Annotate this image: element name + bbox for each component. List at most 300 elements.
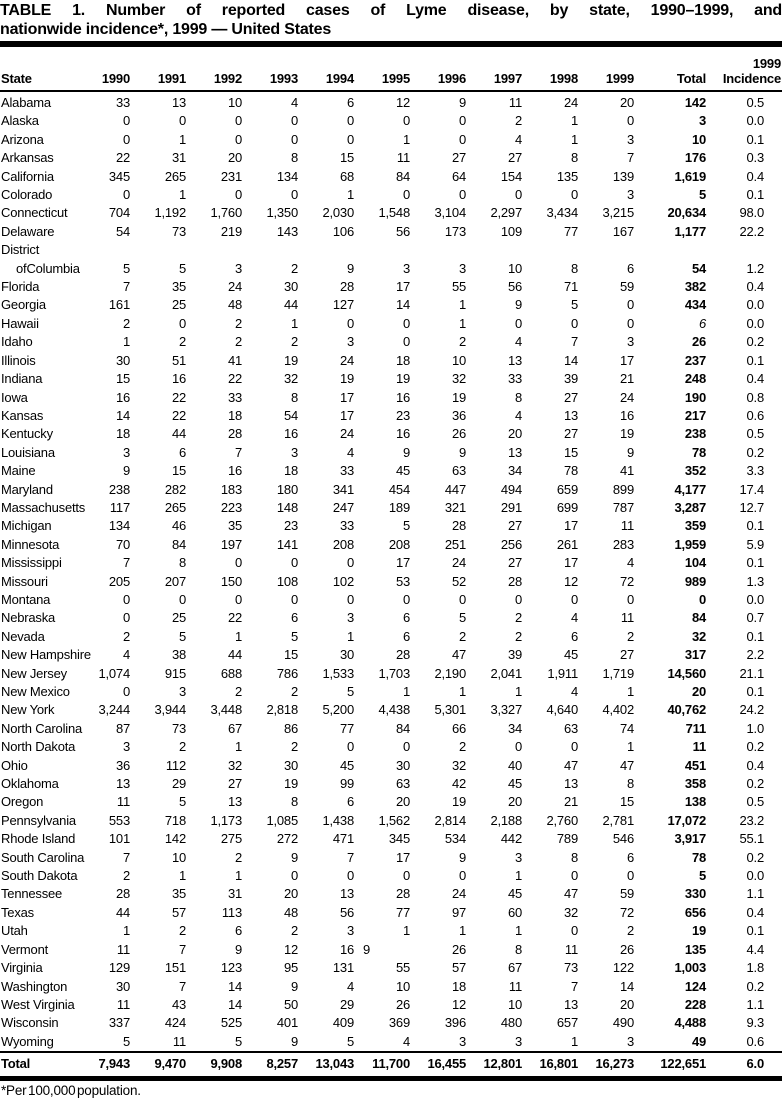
case-count: 30 xyxy=(115,352,130,368)
case-count: 14 xyxy=(395,297,410,313)
case-count: 36 xyxy=(451,407,466,423)
case-count: 45 xyxy=(395,463,410,479)
case-count: 22 xyxy=(171,389,186,405)
case-count: 77 xyxy=(395,904,410,920)
total-1997: 12,801 xyxy=(466,1052,522,1076)
table-row xyxy=(0,536,782,554)
case-count: 5 xyxy=(402,518,410,534)
case-count: 32 xyxy=(451,757,466,773)
case-count: 20 xyxy=(227,150,242,166)
case-count: 3 xyxy=(346,923,354,939)
case-count: 2 xyxy=(514,610,522,626)
case-count: 53 xyxy=(395,573,410,589)
case-count: 2 xyxy=(178,923,186,939)
case-count: 1 xyxy=(514,923,522,939)
case-count: 2 xyxy=(178,739,186,755)
state-name: Nebraska xyxy=(1,610,56,626)
state-name: Colorado xyxy=(1,187,53,203)
state-total: 10 xyxy=(691,131,706,147)
case-count: 1 xyxy=(570,113,578,129)
case-count: 1 xyxy=(234,868,242,884)
case-count: 480 xyxy=(500,1015,522,1031)
case-count: 23 xyxy=(395,407,410,423)
case-count: 30 xyxy=(283,757,298,773)
case-count: 22 xyxy=(171,407,186,423)
case-count: 131 xyxy=(332,960,354,976)
case-count: 19 xyxy=(451,794,466,810)
case-count: 25 xyxy=(171,297,186,313)
case-count: 4 xyxy=(626,555,634,571)
case-count: 21 xyxy=(619,371,634,387)
case-count: 0 xyxy=(626,868,634,884)
case-count: 4 xyxy=(346,444,354,460)
case-count: 14 xyxy=(227,978,242,994)
case-count: 24 xyxy=(227,279,242,295)
case-count: 39 xyxy=(563,371,578,387)
case-count: 5 xyxy=(346,684,354,699)
case-count: 1,085 xyxy=(266,812,298,828)
case-count: 46 xyxy=(171,518,186,534)
case-count: 8 xyxy=(290,150,298,166)
case-count: 3 xyxy=(290,444,298,460)
table-row xyxy=(0,315,782,333)
case-count: 5 xyxy=(346,1033,354,1049)
state-total: 84 xyxy=(691,610,706,626)
case-count: 5 xyxy=(458,610,466,626)
case-count: 4 xyxy=(570,684,578,699)
table-row xyxy=(0,204,782,222)
case-count: 454 xyxy=(388,481,410,497)
state-incidence: 3.3 xyxy=(746,463,764,479)
table-row xyxy=(0,278,782,296)
case-count: 0 xyxy=(514,315,522,331)
case-count: 2 xyxy=(122,628,130,644)
table-row xyxy=(0,333,782,351)
case-count: 1,074 xyxy=(98,665,130,681)
case-count: 0 xyxy=(402,591,410,607)
state-name: Maine xyxy=(1,463,36,479)
table-row xyxy=(0,168,782,186)
case-count: 1 xyxy=(458,684,466,699)
state-total: 6 xyxy=(698,315,706,331)
state-total: 190 xyxy=(684,389,706,405)
case-count: 1 xyxy=(346,628,354,644)
table-header xyxy=(0,47,782,91)
case-count: 15 xyxy=(563,444,578,460)
case-count: 106 xyxy=(332,223,354,239)
table-row xyxy=(0,757,782,775)
state-name: Rhode Island xyxy=(1,831,76,847)
case-count: 19 xyxy=(619,426,634,442)
table-title xyxy=(0,0,782,39)
case-count: 223 xyxy=(220,499,242,515)
state-total: 135 xyxy=(684,941,706,957)
case-count: 28 xyxy=(507,573,522,589)
state-total: 14,560 xyxy=(667,665,706,681)
case-count: 67 xyxy=(507,960,522,976)
case-count: 8 xyxy=(514,389,522,405)
case-count: 0 xyxy=(346,739,354,755)
case-count: 7 xyxy=(122,279,130,295)
state-name: Idaho xyxy=(1,334,33,350)
case-count: 6 xyxy=(290,610,298,626)
case-count: 7 xyxy=(122,555,130,571)
state-incidence: 22.2 xyxy=(739,223,764,239)
state-name: Ohio xyxy=(1,757,28,773)
case-count: 659 xyxy=(556,481,578,497)
table-row xyxy=(0,112,782,130)
case-count: 148 xyxy=(276,499,298,515)
case-count: 2 xyxy=(234,334,242,350)
case-count: 23 xyxy=(283,518,298,534)
case-count: 66 xyxy=(451,720,466,736)
case-count: 0 xyxy=(290,591,298,607)
case-count: 78 xyxy=(563,463,578,479)
case-count: 13 xyxy=(227,794,242,810)
case-count: 424 xyxy=(164,1015,186,1031)
case-count: 0 xyxy=(178,591,186,607)
case-count: 1,719 xyxy=(602,665,634,681)
case-count: 134 xyxy=(108,518,130,534)
state-incidence: 0.2 xyxy=(746,776,764,792)
case-count: 17 xyxy=(339,389,354,405)
case-count: 7 xyxy=(570,978,578,994)
case-count: 272 xyxy=(276,831,298,847)
case-count: 11 xyxy=(620,610,634,626)
case-count: 9 xyxy=(290,849,298,865)
case-count: 409 xyxy=(332,1015,354,1031)
case-count: 1 xyxy=(458,315,466,331)
case-count: 143 xyxy=(276,223,298,239)
table-row xyxy=(0,830,782,848)
case-count: 2 xyxy=(290,684,298,699)
case-count: 0 xyxy=(290,555,298,571)
case-count: 16 xyxy=(395,389,410,405)
state-incidence: 0.5 xyxy=(746,426,764,442)
state-name: Wyoming xyxy=(1,1033,54,1049)
case-count: 11 xyxy=(116,794,130,810)
case-count: 26 xyxy=(395,996,410,1012)
state-total: 3,287 xyxy=(674,499,706,515)
state-total: 0 xyxy=(698,591,706,607)
case-count: 11 xyxy=(116,996,130,1012)
state-incidence: 12.7 xyxy=(739,499,764,515)
case-count: 4 xyxy=(402,1033,410,1049)
case-count: 7 xyxy=(234,444,242,460)
column-header-1999-incidence xyxy=(706,47,782,91)
state-total: 382 xyxy=(684,279,706,295)
state-name: New Hampshire xyxy=(1,647,91,663)
case-count: 3,244 xyxy=(98,702,130,718)
case-count: 3 xyxy=(626,334,634,350)
case-count: 0 xyxy=(122,591,130,607)
state-name: California xyxy=(1,168,54,184)
table-row xyxy=(0,591,782,609)
case-count: 247 xyxy=(332,499,354,515)
state-incidence: 0.1 xyxy=(746,555,764,571)
table-row xyxy=(0,186,782,204)
case-count: 3 xyxy=(346,610,354,626)
case-count: 9 xyxy=(402,444,410,460)
case-count: 9 xyxy=(234,941,242,957)
case-count: 0 xyxy=(346,868,354,884)
state-total: 32 xyxy=(691,628,706,644)
case-count: 24 xyxy=(619,389,634,405)
table-row xyxy=(0,628,782,646)
total-1998: 16,801 xyxy=(522,1052,578,1076)
case-count: 9 xyxy=(458,849,466,865)
case-count: 47 xyxy=(451,647,466,663)
case-count: 2,188 xyxy=(490,812,522,828)
state-incidence: 0.0 xyxy=(746,113,764,129)
case-count: 11 xyxy=(564,941,578,957)
case-count: 4,640 xyxy=(546,702,578,718)
column-header-1992: 1992 xyxy=(186,47,242,91)
state-incidence: 0.1 xyxy=(746,352,764,368)
case-count: 17 xyxy=(395,555,410,571)
case-count: 553 xyxy=(108,812,130,828)
case-count: 6 xyxy=(626,849,634,865)
state-name: New Jersey xyxy=(1,665,67,681)
case-count: 108 xyxy=(276,573,298,589)
case-count: 2 xyxy=(122,868,130,884)
case-count: 1,703 xyxy=(378,665,410,681)
case-count: 3,448 xyxy=(210,702,242,718)
state-name: Nevada xyxy=(1,628,45,644)
case-count: 6 xyxy=(178,444,186,460)
case-count: 0 xyxy=(570,315,578,331)
case-count: 28 xyxy=(451,518,466,534)
state-name: Washington xyxy=(1,978,68,994)
case-count: 33 xyxy=(227,389,242,405)
case-count: 45 xyxy=(507,776,522,792)
case-count: 22 xyxy=(115,150,130,166)
case-count: 35 xyxy=(171,886,186,902)
state-total: 40,762 xyxy=(667,702,706,718)
case-count: 19 xyxy=(395,371,410,387)
case-count: 12 xyxy=(283,941,298,957)
case-count: 3 xyxy=(178,684,186,699)
case-count: 231 xyxy=(220,168,242,184)
case-count: 5 xyxy=(122,260,130,276)
case-count: 0 xyxy=(626,315,634,331)
state-total: 138 xyxy=(684,794,706,810)
state-total: 1,003 xyxy=(674,960,706,976)
state-total: 317 xyxy=(684,647,706,663)
case-count: 135 xyxy=(556,168,578,184)
state-name: Massachusetts xyxy=(1,499,86,515)
case-count: 16 xyxy=(395,426,410,442)
case-count: 40 xyxy=(507,757,522,773)
case-count: 24 xyxy=(451,886,466,902)
state-total: 49 xyxy=(691,1033,706,1049)
case-count: 2 xyxy=(290,739,298,755)
case-count: 1,350 xyxy=(266,205,298,221)
case-count: 0 xyxy=(458,131,466,147)
case-count: 86 xyxy=(283,720,298,736)
table-row xyxy=(0,646,782,664)
case-count: 142 xyxy=(164,831,186,847)
state-name: Montana xyxy=(1,591,51,607)
case-count: 30 xyxy=(283,279,298,295)
total-row xyxy=(0,1052,782,1076)
case-count: 0 xyxy=(122,113,130,129)
case-count: 2 xyxy=(626,923,634,939)
case-count: 183 xyxy=(220,481,242,497)
state-name: Alaska xyxy=(1,113,39,129)
case-count: 13 xyxy=(563,776,578,792)
state-total: 451 xyxy=(684,757,706,773)
table-row xyxy=(0,149,782,167)
state-name: Illinois xyxy=(1,352,36,368)
case-count: 447 xyxy=(444,481,466,497)
case-count: 3,327 xyxy=(490,702,522,718)
case-count: 3 xyxy=(458,260,466,276)
case-count: 688 xyxy=(220,665,242,681)
case-count: 0 xyxy=(234,113,242,129)
case-count: 14 xyxy=(563,352,578,368)
case-count: 32 xyxy=(451,371,466,387)
state-incidence: 1.8 xyxy=(746,960,764,976)
case-count: 0 xyxy=(458,187,466,203)
column-header-1995: 1995 xyxy=(354,47,410,91)
state-total: 352 xyxy=(684,463,706,479)
case-count: 63 xyxy=(451,463,466,479)
case-count: 50 xyxy=(283,996,298,1012)
case-count: 4 xyxy=(514,407,522,423)
column-header-state: State xyxy=(0,47,74,91)
case-count: 41 xyxy=(227,352,242,368)
case-count: 9 xyxy=(626,444,634,460)
case-count: 167 xyxy=(612,223,634,239)
state-incidence: 1.1 xyxy=(746,886,764,902)
case-count: 24 xyxy=(339,426,354,442)
case-count: 208 xyxy=(332,536,354,552)
case-count: 0 xyxy=(122,131,130,147)
case-count: 396 xyxy=(444,1015,466,1031)
state-name: Indiana xyxy=(1,371,43,387)
column-header-1990: 1990 xyxy=(74,47,130,91)
table-row xyxy=(0,131,782,149)
case-count: 11 xyxy=(396,150,410,166)
case-count: 34 xyxy=(507,720,522,736)
state-name: Hawaii xyxy=(1,315,39,331)
case-count: 77 xyxy=(563,223,578,239)
case-count: 0 xyxy=(402,334,410,350)
state-incidence: 0.1 xyxy=(746,923,764,939)
case-count: 1 xyxy=(122,923,130,939)
case-count: 283 xyxy=(612,536,634,552)
case-count: 4 xyxy=(570,610,578,626)
case-count: 0 xyxy=(570,187,578,203)
case-count: 13 xyxy=(507,352,522,368)
state-incidence: 2.2 xyxy=(746,647,764,663)
case-count: 44 xyxy=(171,426,186,442)
table-row xyxy=(0,867,782,885)
table-row xyxy=(0,481,782,499)
case-count: 2 xyxy=(458,739,466,755)
case-count: 525 xyxy=(220,1015,242,1031)
state-total: 237 xyxy=(684,352,706,368)
case-count: 2 xyxy=(122,315,130,331)
case-count: 0 xyxy=(178,113,186,129)
case-count: 915 xyxy=(164,665,186,681)
case-count: 5,301 xyxy=(434,702,466,718)
case-count: 0 xyxy=(402,315,410,331)
case-count: 1 xyxy=(122,334,130,350)
state-incidence: 0.6 xyxy=(746,407,764,423)
case-count: 7 xyxy=(122,849,130,865)
state-incidence: 0.1 xyxy=(746,518,764,534)
case-count: 1 xyxy=(570,1033,578,1049)
case-count: 494 xyxy=(500,481,522,497)
table-row xyxy=(0,352,782,370)
table-row xyxy=(0,812,782,830)
state-incidence: 0.6 xyxy=(746,1033,764,1049)
state-incidence: 0.0 xyxy=(746,315,764,331)
case-count: 0 xyxy=(346,315,354,331)
table-row xyxy=(0,904,782,922)
case-count: 20 xyxy=(619,996,634,1012)
case-count: 6 xyxy=(346,95,354,110)
case-count: 2 xyxy=(290,260,298,276)
case-count: 42 xyxy=(451,776,466,792)
case-count: 16 xyxy=(171,371,186,387)
case-count: 7 xyxy=(570,334,578,350)
case-count: 97 xyxy=(451,904,466,920)
case-count: 57 xyxy=(451,960,466,976)
case-count: 68 xyxy=(339,168,354,184)
case-count: 141 xyxy=(276,536,298,552)
state-total: 19 xyxy=(691,923,706,939)
state-total: 358 xyxy=(684,776,706,792)
state-name: Alabama xyxy=(1,95,51,110)
state-name: West Virginia xyxy=(1,996,75,1012)
table-row xyxy=(0,665,782,683)
state-incidence: 0.4 xyxy=(746,904,764,920)
case-count: 29 xyxy=(339,996,354,1012)
state-incidence: 0.1 xyxy=(746,187,764,203)
case-count: 0 xyxy=(346,131,354,147)
case-count: 442 xyxy=(500,831,522,847)
case-count: 32 xyxy=(283,371,298,387)
case-count: 9 xyxy=(122,463,130,479)
state-incidence: 9.3 xyxy=(746,1015,764,1031)
case-count: 134 xyxy=(276,168,298,184)
state-name: District ofColumbia xyxy=(1,242,80,276)
state-incidence: 0.2 xyxy=(746,739,764,755)
case-count: 16 xyxy=(227,463,242,479)
case-count: 0 xyxy=(290,131,298,147)
case-count: 31 xyxy=(227,886,242,902)
case-count: 13 xyxy=(171,95,186,110)
case-count: 77 xyxy=(339,720,354,736)
state-incidence: 0.7 xyxy=(746,610,764,626)
case-count: 55 xyxy=(451,279,466,295)
case-count: 127 xyxy=(332,297,354,313)
case-count: 84 xyxy=(395,168,410,184)
case-count: 18 xyxy=(227,407,242,423)
total-1993: 8,257 xyxy=(242,1052,298,1076)
state-total: 656 xyxy=(684,904,706,920)
case-count: 0 xyxy=(346,591,354,607)
state-name: Oregon xyxy=(1,794,44,810)
case-count: 0 xyxy=(402,113,410,129)
case-count: 0 xyxy=(290,187,298,203)
case-count: 27 xyxy=(619,647,634,663)
case-count: 8 xyxy=(626,776,634,792)
case-count: 2,814 xyxy=(434,812,466,828)
